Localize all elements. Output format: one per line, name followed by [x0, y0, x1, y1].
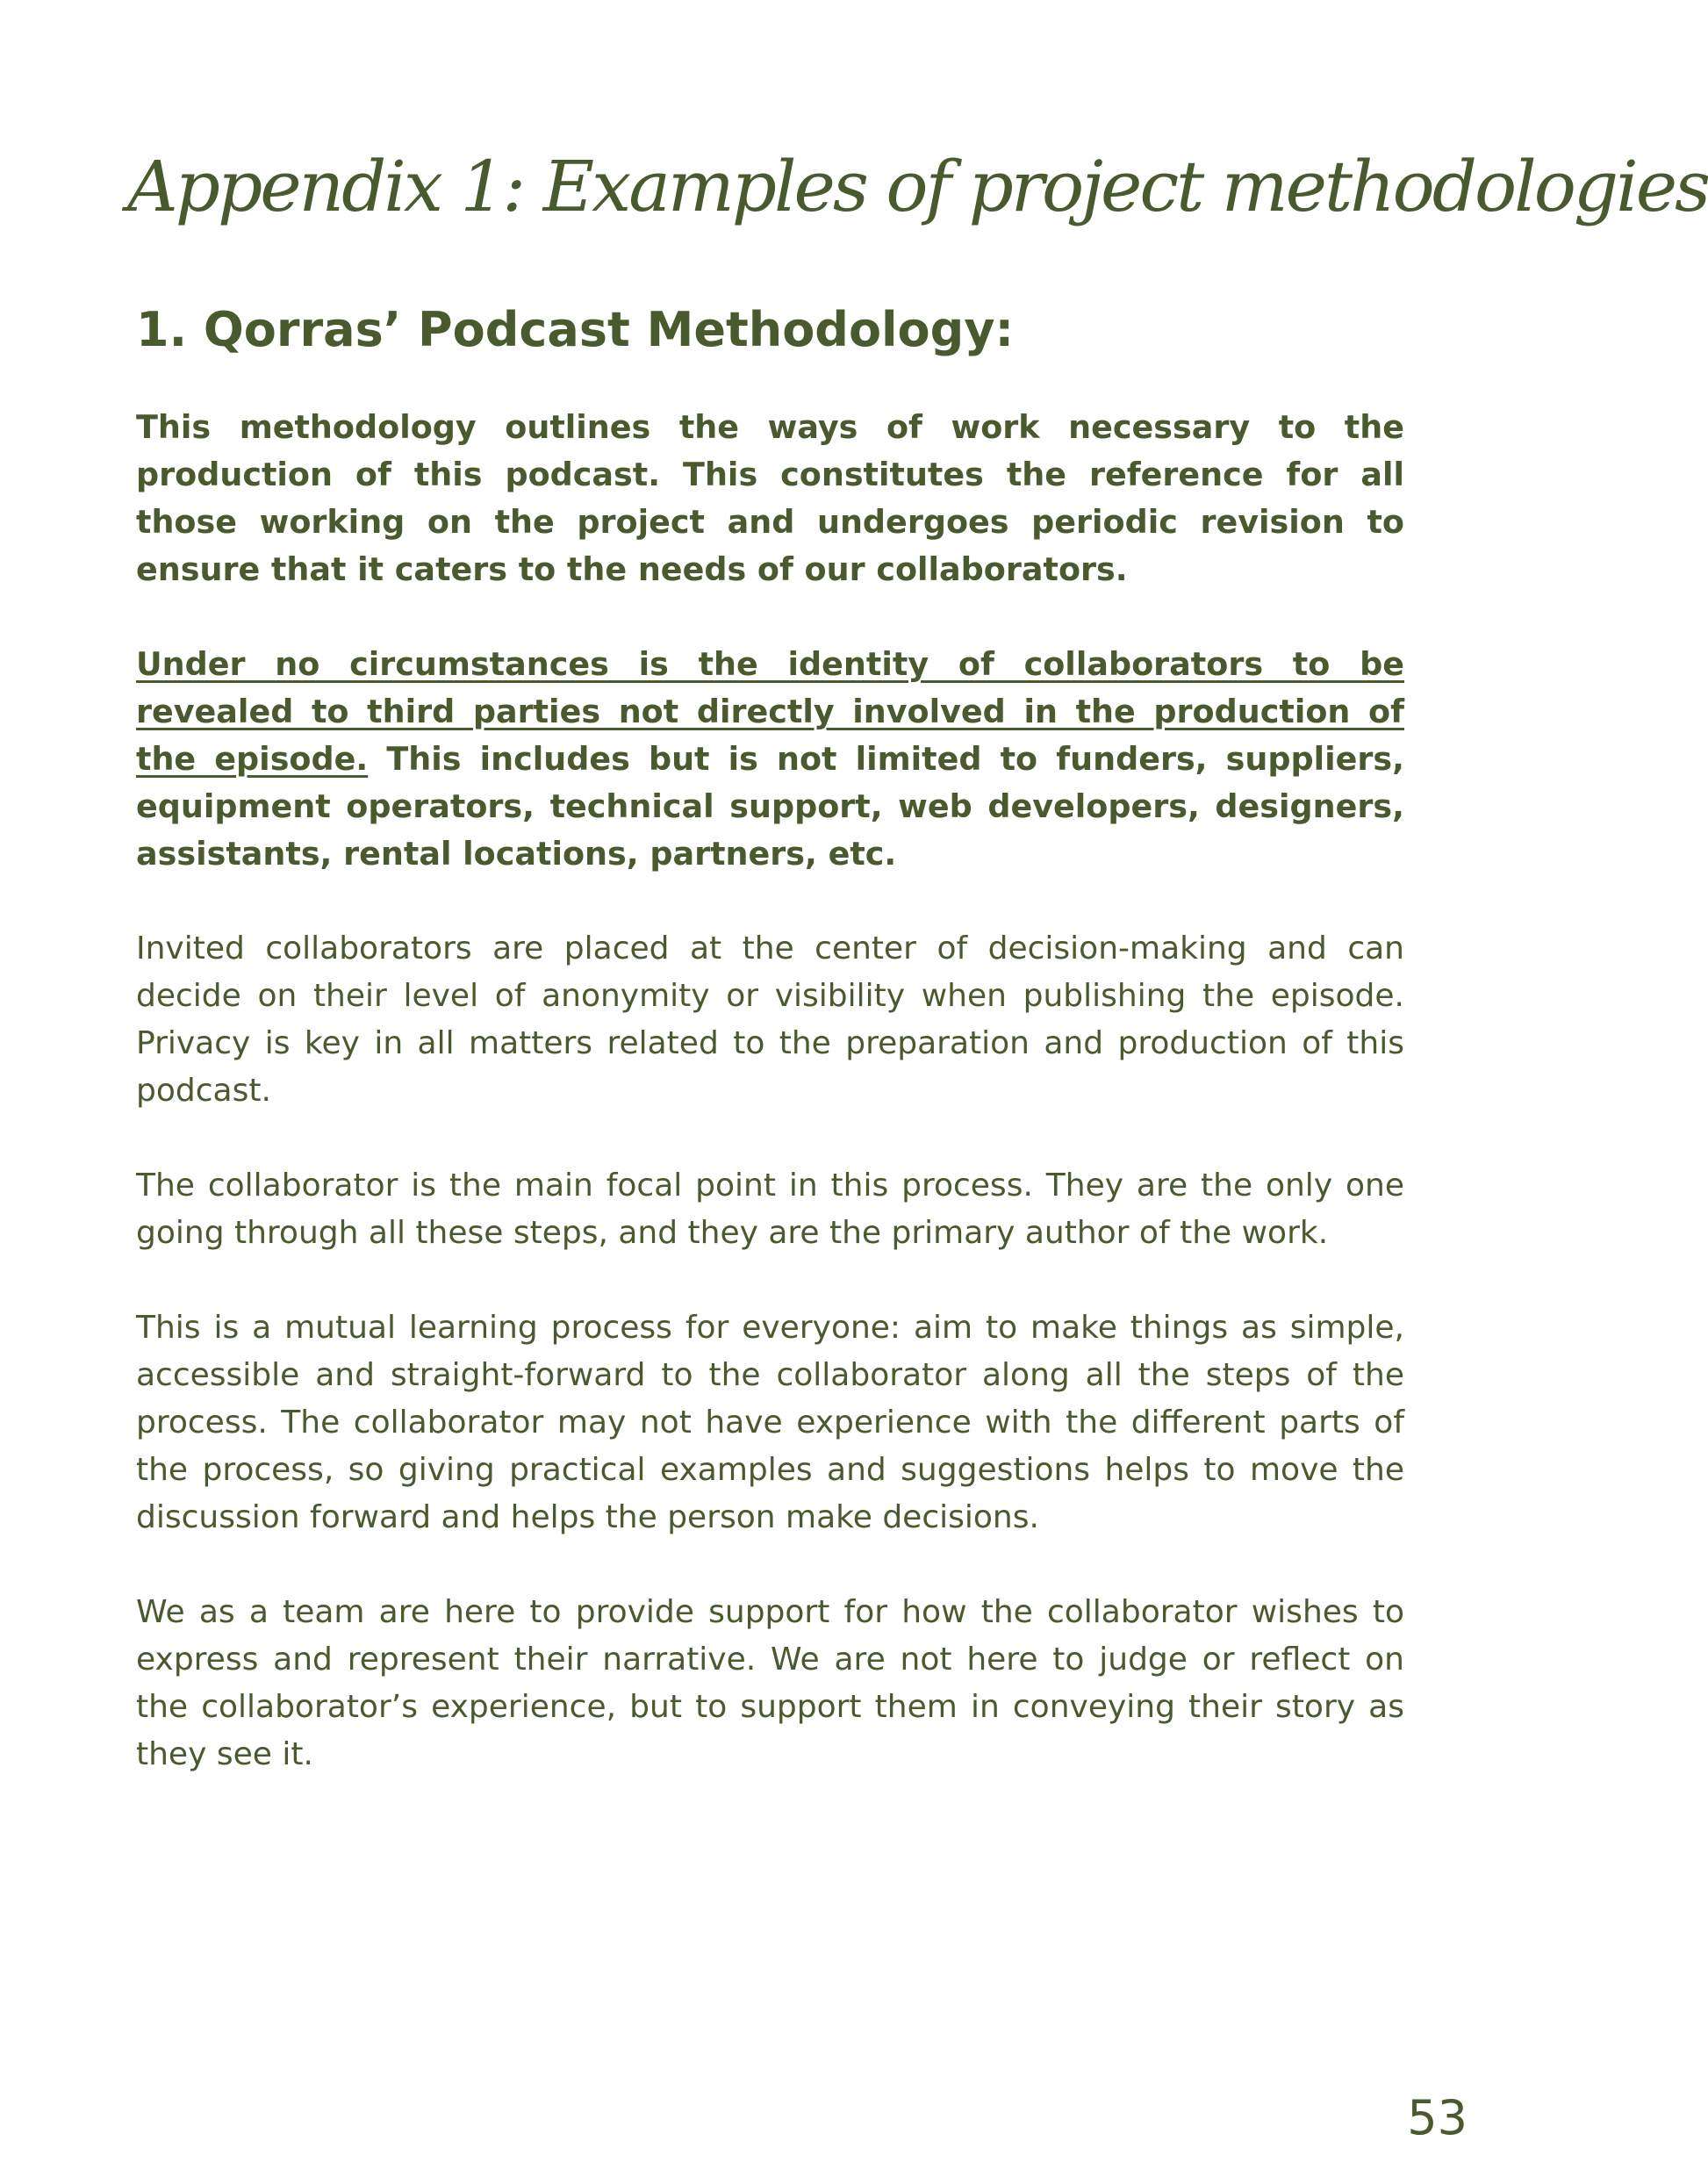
intro-paragraph: This methodology outlines the ways of work necessary to the production of this podcast. This constitutes the reference for all those working on the project and undergoes periodic revision to ensure that it caters to the needs of our collaborators.: [136, 408, 1404, 588]
section-heading: 1. Qorras’ Podcast Methodology:: [136, 302, 1015, 357]
body-content: [136, 404, 1404, 1826]
mutual-learning-paragraph: This is a mutual learning process for everyone: aim to make things as simple, accessible and straight-forward to the collaborator along all the steps of the process. The collaborator may not have experience with the different parts of the process, so giving practical examples and suggestions helps to move the discussion forward and helps the person make decisions.: [136, 1310, 1404, 1535]
confidentiality-details: This includes but is not limited to funders, suppliers, equipment operators, technical support, web developers, designers, assistants, rental locations, partners, etc.: [136, 740, 1404, 873]
confidentiality-paragraph: [136, 641, 1404, 878]
team-support-paragraph: We as a team are here to provide support for how the collaborator wishes to express and represent their narrative. We are not here to judge or reflect on the collaborator’s experience, but to support them in conveying their story as they see it.: [136, 1594, 1404, 1772]
confidentiality-rule: Under no circumstances is the identity of collaborators to be revealed to third parties not directly involved in the production of the episode.: [136, 645, 1404, 778]
page-number: 53: [1407, 2090, 1468, 2145]
decision-making-paragraph: Invited collaborators are placed at the center of decision-making and can decide on their level of anonymity or visibility when publishing the episode. Privacy is key in all matters related to the preparation and production of this podcast.: [136, 930, 1404, 1109]
appendix-title: Appendix 1: Examples of project methodologies: [127, 146, 1708, 227]
focal-point-paragraph: The collaborator is the main focal point in this process. They are the only one going through all these steps, and they are the primary author of the work.: [136, 1168, 1404, 1251]
